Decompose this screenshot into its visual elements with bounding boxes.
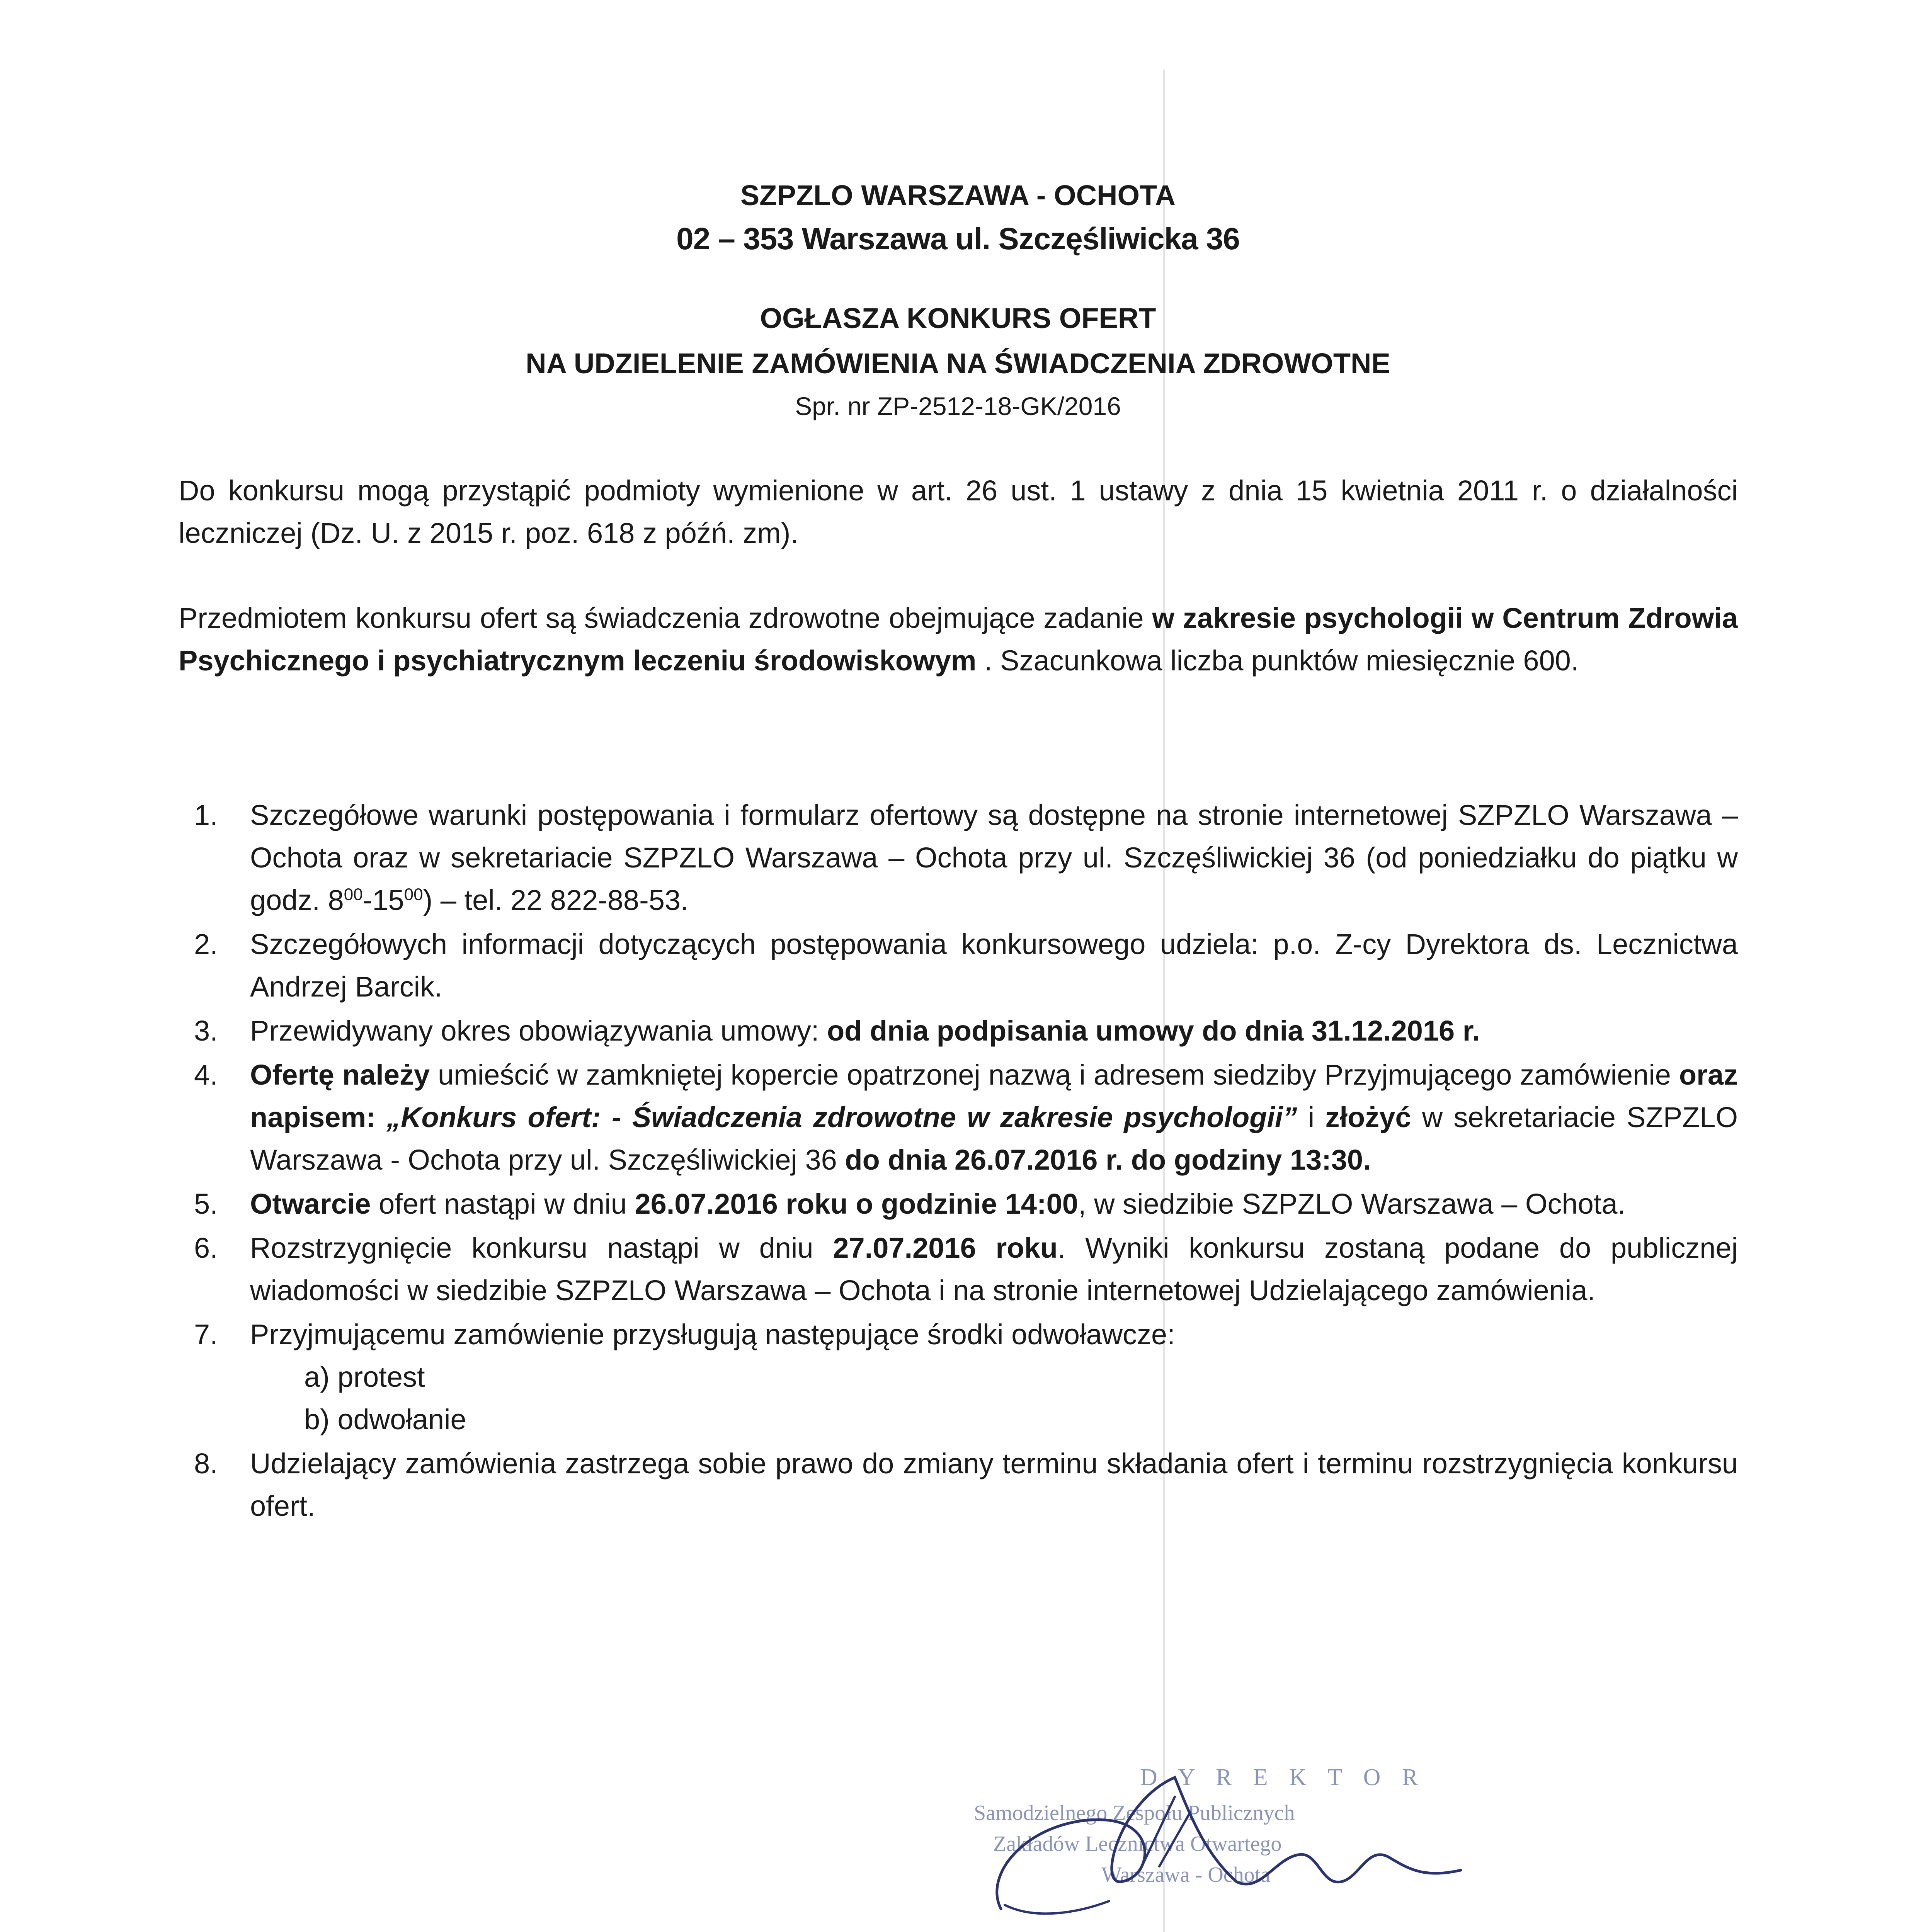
stamp-line: Zakładów Lecznictwa Otwartego — [993, 1832, 1282, 1856]
terms-list — [179, 794, 1738, 1529]
item-number: 3. — [194, 1015, 218, 1047]
stamp-title: D Y R E K T O R — [1140, 1764, 1426, 1791]
reference-number: Spr. nr ZP-2512-18-GK/2016 — [795, 392, 1121, 420]
item-number: 2. — [194, 928, 218, 960]
item-text: Szczegółowe warunki postępowania i formularz ofertowy są dostępne na stronie internetowej SZPZLO Warszawa – Ochota oraz w sekretariacie SZPZLO Warszawa – Ochota przy ul. Szczęśliwickiej 36 (od poniedziałku do piątku w godz. 8 — [250, 799, 1738, 916]
item-number: 7. — [194, 1318, 218, 1350]
hours-superscript: 00 — [344, 885, 363, 904]
remedies-list — [250, 1356, 1738, 1441]
item-text: Rozstrzygnięcie konkursu nastąpi w dniu — [250, 1232, 833, 1264]
remedy-protest: a) protest — [304, 1361, 425, 1393]
subject-tail: . Szacunkowa liczba punktów miesięcznie 600. — [976, 645, 1579, 677]
item-number: 8. — [194, 1447, 218, 1480]
hours-superscript: 00 — [404, 885, 423, 904]
list-item — [179, 1183, 1738, 1225]
item-text: ofert nastąpi w dniu — [371, 1188, 635, 1220]
remedy-appeal: b) odwołanie — [304, 1403, 466, 1435]
eligibility-paragraph: Do konkursu mogą przystąpić podmioty wymienione w art. 26 ust. 1 ustawy z dnia 15 kwietnia 2011 r. o działalności leczniczej (Dz. U. z 2015 r. poz. 618 z późń. zm). — [179, 474, 1738, 549]
list-item — [179, 923, 1738, 1008]
item-text: Udzielający zamówienia zastrzega sobie prawo do zmiany terminu składania ofert i terminu rozstrzygnięcia konkursu ofert. — [250, 1447, 1738, 1522]
org-address: 02 – 353 Warszawa ul. Szczęśliwicka 36 — [676, 221, 1240, 256]
item-bold: oraz napisem: — [250, 1059, 1738, 1133]
item-text: Przewidywany okres obowiązywania umowy: — [250, 1015, 827, 1047]
item-text: i — [1297, 1101, 1326, 1133]
list-item — [179, 1054, 1738, 1181]
item-bold: złożyć — [1325, 1101, 1411, 1133]
item-text: umieścić w zamkniętej kopercie opatrzonej nazwą i adresem siedziby Przyjmującego zamówienie — [430, 1059, 1679, 1091]
list-item — [179, 1313, 1738, 1441]
list-item — [179, 794, 1738, 922]
item-text: , w siedzibie SZPZLO Warszawa – Ochota. — [1078, 1188, 1626, 1220]
announcement-title: OGŁASZA KONKURS OFERT — [760, 302, 1156, 334]
subject-lead: Przedmiotem konkursu ofert są świadczenia zdrowotne obejmujące zadanie — [179, 602, 1152, 634]
list-item — [179, 1227, 1738, 1312]
item-text: Przyjmującemu zamówienie przysługują następujące środki odwoławcze: — [250, 1318, 1175, 1350]
item-number: 6. — [194, 1232, 218, 1264]
item-text: Szczegółowych informacji dotyczących postępowania konkursowego udziela: p.o. Z-cy Dyrektora ds. Lecznictwa Andrzej Barcik. — [250, 928, 1738, 1003]
item-number: 1. — [194, 799, 218, 831]
announcement-subtitle: NA UDZIELENIE ZAMÓWIENIA NA ŚWIADCZENIA ZDROWOTNE — [526, 347, 1390, 379]
list-item — [179, 1010, 1738, 1052]
stamp-line: Warszawa - Ochota — [1101, 1863, 1271, 1887]
item-number: 5. — [194, 1188, 218, 1220]
resolution-date: 27.07.2016 roku — [833, 1232, 1058, 1264]
subject-scope: w zakresie psychologii w Centrum Zdrowia Psychicznego i psychiatrycznym leczeniu środowiskowym — [179, 602, 1738, 677]
item-number: 4. — [194, 1059, 218, 1091]
item-text: w sekretariacie SZPZLO Warszawa - Ochota przy ul. Szczęśliwickiej 36 — [250, 1101, 1738, 1176]
item-bold: Otwarcie — [250, 1188, 371, 1220]
item-text: ) – tel. 22 822-88-53. — [423, 884, 689, 916]
contract-period: od dnia podpisania umowy do dnia 31.12.2016 r. — [827, 1015, 1480, 1047]
opening-datetime: 26.07.2016 roku o godzinie 14:00 — [635, 1188, 1078, 1220]
org-name: SZPZLO WARSZAWA - OCHOTA — [740, 179, 1176, 211]
submission-deadline: do dnia 26.07.2016 r. do godziny 13:30. — [845, 1144, 1371, 1176]
list-item — [179, 1442, 1738, 1527]
stamp-line: Samodzielnego Zespołu Publicznych — [974, 1801, 1295, 1825]
director-signature-stamp — [958, 1754, 1519, 1932]
subject-paragraph — [179, 597, 1738, 682]
item-text: -15 — [362, 884, 404, 916]
item-bold: Ofertę należy — [250, 1059, 430, 1091]
signature-underline — [1005, 1901, 1109, 1913]
envelope-label: „Konkurs ofert: - Świadczenia zdrowotne w zakresie psychologii” — [386, 1101, 1297, 1133]
item-text: . Wyniki konkursu zostaną podane do publicznej wiadomości w siedzibie SZPZLO Warszawa – Ochota i na stronie internetowej Udzielającego zamówienia. — [250, 1232, 1738, 1306]
